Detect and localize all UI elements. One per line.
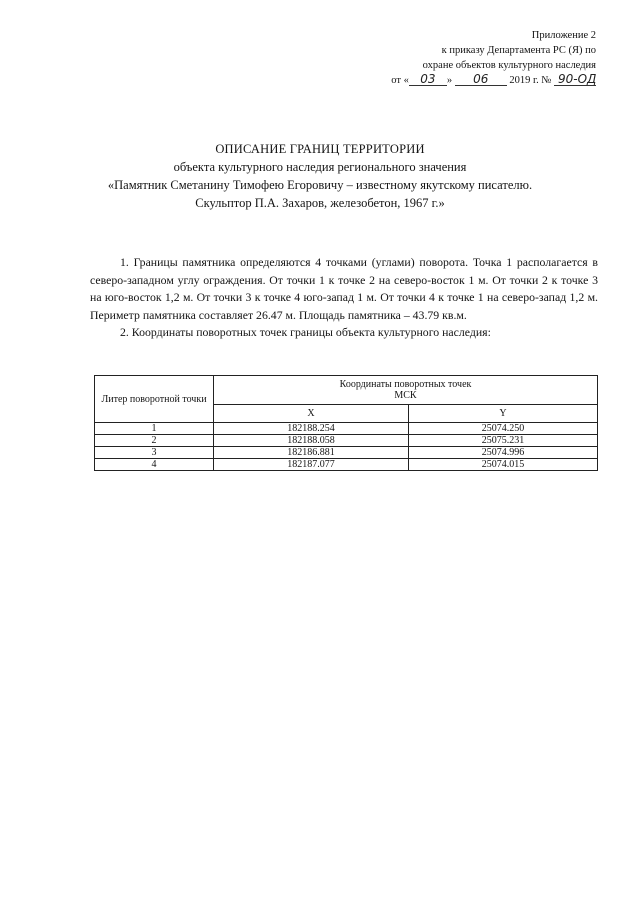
appendix-line-1: Приложение 2 [531,30,596,41]
handwritten-order-number: 90-ОД [554,73,596,86]
row-x: 182186.881 [214,447,409,459]
table-row [95,423,598,435]
date-year: 2019 г. № [509,75,552,86]
paragraph-1: 1. Границы памятника определяются 4 точками (углами) поворота. Точка 1 располагается в северо-западном углу ограждения. От точки 1 к точке 2 на северо-восток 1 м. От точки 2 к точке 3 на юго-восток 1,2 м. От точки 3 к точке 4 юго-запад 1 м. От точки 4 к точке 1 на северо-запад 1,2 м. Периметр памятника составляет 26.47 м. Площадь памятника – 43.79 кв.м. [90,255,598,322]
date-prefix: от « [391,75,409,86]
row-x: 182187.077 [214,459,409,471]
document-body [90,254,598,342]
row-liter: 2 [95,435,214,447]
row-x: 182188.058 [214,435,409,447]
document-title [0,140,640,212]
table-header-row-1 [95,376,598,405]
table-row [95,447,598,459]
header-coords: Координаты поворотных точек [339,379,472,391]
row-y: 25074.996 [409,447,598,459]
appendix-line-3: охране объектов культурного наследия [422,60,596,71]
header-y: Y [409,405,598,423]
title-line-3: «Памятник Сметанину Тимофею Егоровичу – известному якутскому писателю. [107,178,533,192]
table-row [95,435,598,447]
header-coords-group [214,376,598,405]
header-system: МСК [394,390,417,402]
appendix-header [391,28,596,88]
header-x: X [214,405,409,423]
coordinates-table [94,375,598,471]
title-main: ОПИСАНИЕ ГРАНИЦ ТЕРРИТОРИИ [215,142,425,156]
title-line-4: Скульптор П.А. Захаров, железобетон, 1967 г.» [195,196,445,210]
paragraph-2: 2. Координаты поворотных точек границы объекта культурного наследия: [120,325,491,339]
row-liter: 4 [95,459,214,471]
row-y: 25074.250 [409,423,598,435]
title-line-2: объекта культурного наследия регионального значения [173,160,467,174]
appendix-line-2: к приказу Департамента РС (Я) по [441,45,596,56]
table-row [95,459,598,471]
row-y: 25074.015 [409,459,598,471]
row-x: 182188.254 [214,423,409,435]
row-liter: 1 [95,423,214,435]
header-liter: Литер поворотной точки [95,376,214,423]
order-date-line [391,73,596,88]
handwritten-month: 06 [455,73,507,86]
row-liter: 3 [95,447,214,459]
date-mid: » [446,75,453,86]
handwritten-day: 03 [409,73,447,86]
row-y: 25075.231 [409,435,598,447]
